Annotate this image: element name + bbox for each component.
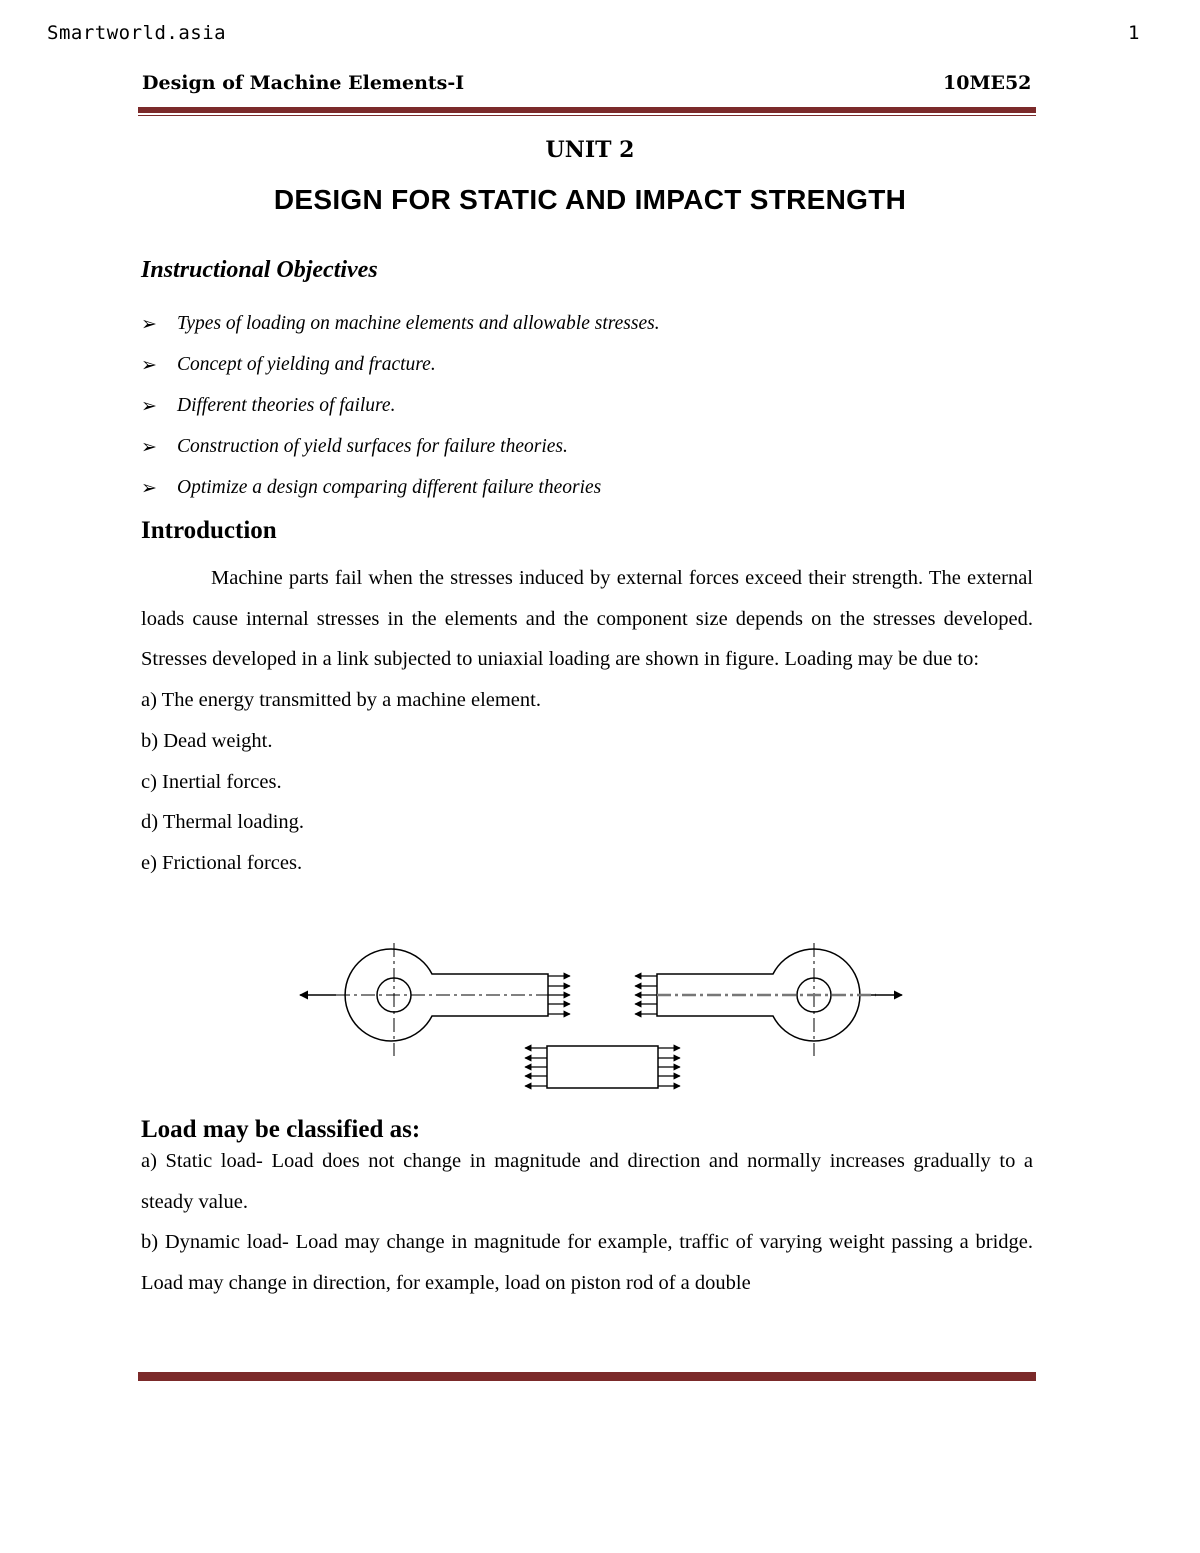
classification-item: b) Dynamic load- Load may change in magnitude for example, traffic of varying weight passing a bridge. Load may change in direction, for example, load on piston rod of a double: [141, 1231, 1033, 1295]
classification-heading: Load may be classified as:: [141, 1116, 421, 1143]
objectives-heading: Instructional Objectives: [141, 257, 378, 283]
site-watermark: Smartworld.asia: [47, 22, 227, 44]
arrow-bullet-icon: ➢: [141, 314, 157, 335]
introduction-body: [141, 558, 1033, 884]
uniaxial-link-figure: [296, 938, 906, 1096]
header-rule-thin: [138, 115, 1036, 116]
unit-title: UNIT 2: [545, 137, 635, 163]
objectives-list: [141, 313, 660, 518]
arrow-bullet-icon: ➢: [141, 355, 157, 376]
list-item: [141, 436, 660, 477]
objective-text: Types of loading on machine elements and allowable stresses.: [177, 313, 660, 334]
classification-body: [141, 1141, 1033, 1304]
introduction-heading: Introduction: [141, 517, 277, 544]
load-cause-item: a) The energy transmitted by a machine element.: [141, 689, 541, 712]
course-code: 10ME52: [943, 72, 1032, 94]
objective-text: Different theories of failure.: [177, 395, 396, 416]
arrow-bullet-icon: ➢: [141, 437, 157, 458]
objective-text: Concept of yielding and fracture.: [177, 354, 436, 375]
load-cause-item: b) Dead weight.: [141, 729, 273, 752]
load-cause-item: c) Inertial forces.: [141, 770, 282, 793]
list-item: [141, 354, 660, 395]
list-item: [141, 395, 660, 436]
course-title: Design of Machine Elements-I: [142, 72, 465, 94]
arrow-bullet-icon: ➢: [141, 478, 157, 499]
list-item: [141, 313, 660, 354]
load-cause-item: d) Thermal loading.: [141, 811, 305, 834]
objective-text: Construction of yield surfaces for failure theories.: [177, 436, 568, 457]
stress-element: [547, 1046, 658, 1088]
footer-rule: [138, 1372, 1036, 1381]
classification-item: a) Static load- Load does not change in magnitude and direction and normally increases gradually to a steady value.: [141, 1150, 1033, 1213]
load-cause-item: e) Frictional forces.: [141, 851, 303, 874]
introduction-paragraph: Machine parts fail when the stresses induced by external forces exceed their strength. The external loads cause internal stresses in the elements and the component size depends on the stresses developed. Stresses developed in a link subjected to uniaxial loading are shown in figure. Loading may be due to:: [141, 567, 1033, 671]
list-item: [141, 477, 660, 518]
header-rule: [138, 107, 1036, 113]
arrow-bullet-icon: ➢: [141, 396, 157, 417]
page-title: DESIGN FOR STATIC AND IMPACT STRENGTH: [273, 184, 907, 215]
page-number: 1: [1128, 22, 1140, 44]
objective-text: Optimize a design comparing different failure theories: [177, 477, 602, 498]
